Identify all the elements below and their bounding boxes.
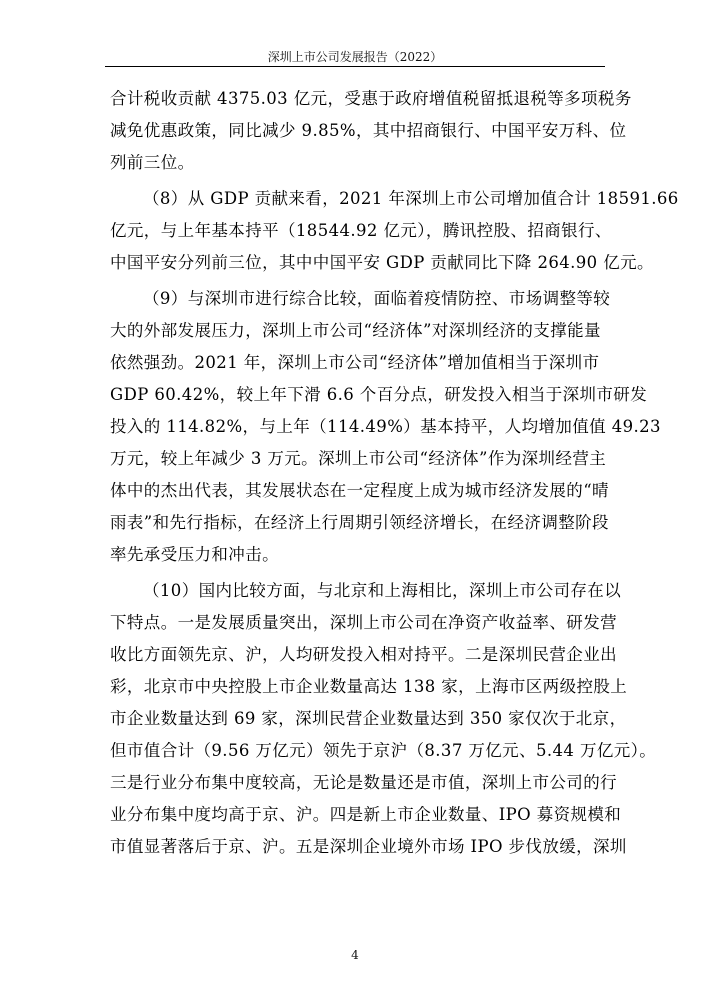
paragraph bbox=[110, 83, 632, 179]
text-line: 市值显著落后于京、沪。五是深圳企业境外市场 IPO 步伐放缓，深圳 bbox=[110, 837, 627, 856]
text-line: 大的外部发展压力，深圳上市公司“经济体”对深圳经济的支撑能量 bbox=[110, 321, 601, 340]
text-line: 合计税收贡献 4375.03 亿元，受惠于政府增值税留抵退税等多项税务 bbox=[110, 89, 632, 108]
header-divider bbox=[105, 66, 605, 67]
paragraph bbox=[110, 283, 661, 571]
text-line: 雨表”和先行指标，在经济上行周期引领经济增长，在经济调整阶段 bbox=[110, 513, 609, 532]
text-line: 万元，较上年减少 3 万元。深圳上市公司“经济体”作为深圳经营主 bbox=[110, 449, 607, 468]
text-line: GDP 60.42%，较上年下滑 6.6 个百分点，研发投入相当于深圳市研发 bbox=[110, 385, 648, 404]
paragraph bbox=[110, 183, 679, 279]
text-line: 收比方面领先京、沪，人均研发投入相对持平。二是深圳民营企业出 bbox=[110, 645, 617, 664]
text-line: 但市值合计（9.56 万亿元）领先于京沪（8.37 万亿元、5.44 万亿元）。 bbox=[110, 741, 657, 760]
text-line: 亿元，与上年基本持平（18544.92 亿元），腾讯控股、招商银行、 bbox=[110, 221, 612, 240]
text-line: 体中的杰出代表，其发展状态在一定程度上成为城市经济发展的“晴 bbox=[110, 481, 609, 500]
text-line: （9）与深圳市进行综合比较，面临着疫情防控、市场调整等较 bbox=[143, 289, 611, 308]
text-line: 彩，北京市中央控股上市企业数量高达 138 家，上海市区两级控股上 bbox=[110, 677, 628, 696]
text-line: 投入的 114.82%，与上年（114.49%）基本持平，人均增加值值 49.23 bbox=[110, 417, 661, 436]
text-line: 减免优惠政策，同比减少 9.85%，其中招商银行、中国平安万科、位 bbox=[110, 121, 627, 140]
text-line: 率先承受压力和冲击。 bbox=[110, 545, 279, 564]
paragraph bbox=[110, 575, 657, 863]
text-line: 列前三位。 bbox=[110, 153, 195, 172]
document-body bbox=[110, 83, 679, 867]
text-line: 三是行业分布集中度较高，无论是数量还是市值，深圳上市公司的行 bbox=[110, 773, 617, 792]
text-line: 业分布集中度均高于京、沪。四是新上市企业数量、IPO 募资规模和 bbox=[110, 805, 622, 824]
text-line: 市企业数量达到 69 家，深圳民营企业数量达到 350 家仅次于北京， bbox=[110, 709, 627, 728]
text-line: （10）国内比较方面，与北京和上海相比，深圳上市公司存在以 bbox=[143, 581, 622, 600]
page-number: 4 bbox=[351, 948, 359, 962]
text-line: 依然强劲。2021 年，深圳上市公司“经济体”增加值相当于深圳市 bbox=[110, 353, 600, 372]
text-line: （8）从 GDP 贡献来看，2021 年深圳上市公司增加值合计 18591.66 bbox=[143, 189, 679, 208]
text-line: 下特点。一是发展质量突出，深圳上市公司在净资产收益率、研发营 bbox=[110, 613, 617, 632]
text-line: 中国平安分列前三位，其中中国平安 GDP 贡献同比下降 264.90 亿元。 bbox=[110, 253, 654, 272]
running-header: 深圳上市公司发展报告（2022） bbox=[267, 50, 443, 64]
